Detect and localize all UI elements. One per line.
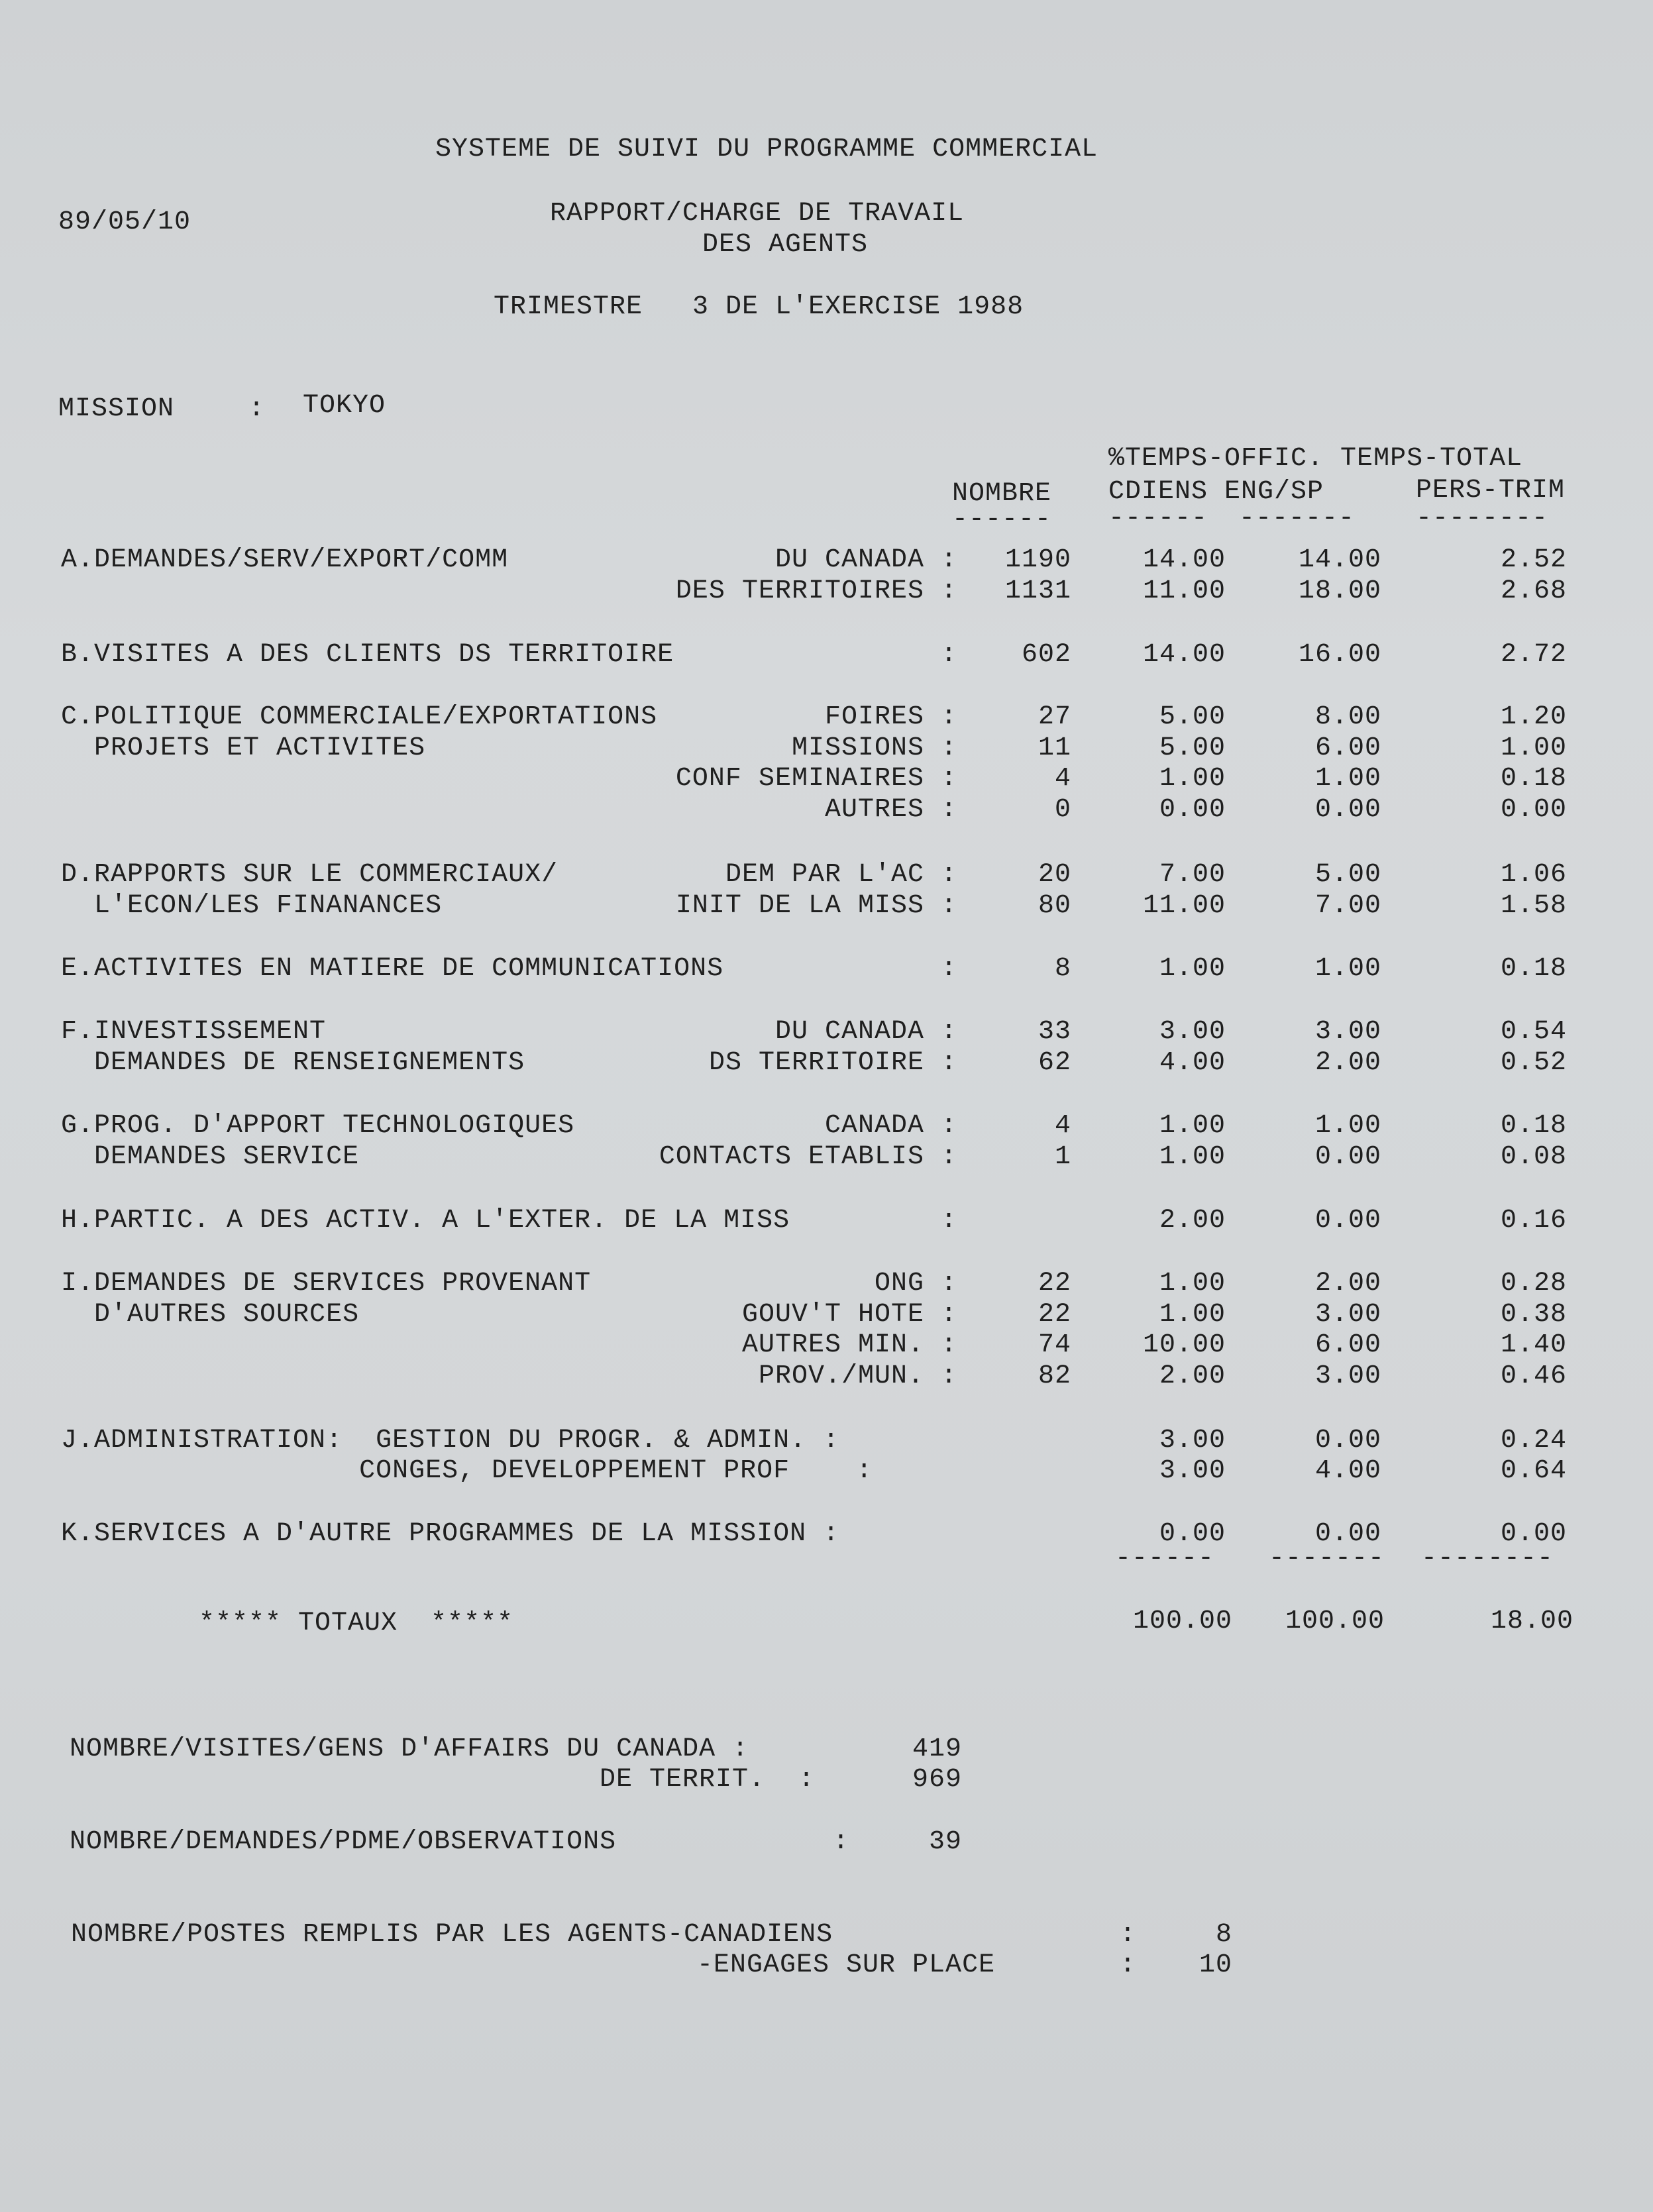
- row-engsp: 18.00: [1298, 576, 1381, 606]
- row-sublabel: AUTRES :: [824, 795, 957, 825]
- row-cdiens: 10.00: [1142, 1330, 1226, 1360]
- row-sublabel: INIT DE LA MISS :: [675, 891, 957, 921]
- visites-label: NOMBRE/VISITES/GENS D'AFFAIRS DU CANADA :: [70, 1734, 749, 1764]
- row-label: G.PROG. D'APPORT TECHNOLOGIQUES: [61, 1111, 575, 1141]
- row-pers-trim: 1.00: [1500, 733, 1567, 763]
- row-engsp: 1.00: [1314, 764, 1381, 794]
- report-title-line-2: DES AGENTS: [702, 230, 869, 260]
- row-cdiens: 3.00: [1159, 1456, 1226, 1486]
- row-nombre: 8: [1054, 954, 1071, 984]
- row-cdiens: 11.00: [1142, 576, 1226, 606]
- row-sublabel: ONG :: [874, 1269, 957, 1298]
- row-cdiens: 5.00: [1159, 702, 1226, 732]
- row-cdiens: 7.00: [1159, 860, 1226, 890]
- row-engsp: 8.00: [1314, 702, 1381, 732]
- row-label: H.PARTIC. A DES ACTIV. A L'EXTER. DE LA MISS: [61, 1206, 790, 1236]
- rule-cdiens: ------: [1108, 503, 1208, 533]
- row-sublabel: GOUV'T HOTE :: [741, 1300, 957, 1330]
- row-label: DEMANDES DE RENSEIGNEMENTS: [61, 1048, 525, 1078]
- row-sublabel: DU CANADA :: [774, 545, 957, 575]
- row-cdiens: 1.00: [1159, 1300, 1226, 1330]
- row-cdiens: 2.00: [1159, 1206, 1226, 1236]
- row-nombre: 0: [1054, 795, 1071, 825]
- row-nombre: 62: [1038, 1048, 1071, 1078]
- row-pers-trim: 0.08: [1500, 1142, 1567, 1172]
- row-pers-trim: 1.06: [1500, 860, 1567, 890]
- totals-rule-engsp: -------: [1269, 1544, 1385, 1573]
- row-cdiens: 1.00: [1159, 1142, 1226, 1172]
- row-sublabel: :: [940, 954, 957, 984]
- row-cdiens: 4.00: [1159, 1048, 1226, 1078]
- row-engsp: 0.00: [1314, 1142, 1381, 1172]
- row-pers-trim: 0.18: [1500, 764, 1567, 794]
- row-pers-trim: 0.18: [1500, 1111, 1567, 1141]
- column-header-nombre: NOMBRE: [952, 479, 1052, 509]
- row-sublabel: CONTACTS ETABLIS :: [659, 1142, 957, 1172]
- row-nombre: 22: [1038, 1269, 1071, 1298]
- row-engsp: 3.00: [1314, 1300, 1381, 1330]
- row-engsp: 3.00: [1314, 1017, 1381, 1047]
- row-nombre: 22: [1038, 1300, 1071, 1330]
- row-cdiens: 1.00: [1159, 1111, 1226, 1141]
- row-pers-trim: 0.28: [1500, 1269, 1567, 1298]
- row-cdiens: 2.00: [1159, 1361, 1226, 1391]
- row-engsp: 0.00: [1314, 1206, 1381, 1236]
- row-engsp: 7.00: [1314, 891, 1381, 921]
- row-engsp: 16.00: [1298, 640, 1381, 670]
- totals-rule-pers: --------: [1421, 1544, 1554, 1573]
- row-nombre: 4: [1054, 764, 1071, 794]
- row-nombre: 1190: [1004, 545, 1071, 575]
- row-cdiens: 1.00: [1159, 1269, 1226, 1298]
- row-pers-trim: 2.68: [1500, 576, 1567, 606]
- row-engsp: 2.00: [1314, 1048, 1381, 1078]
- row-nombre: 27: [1038, 702, 1071, 732]
- column-header-top: %TEMPS-OFFIC. TEMPS-TOTAL: [1108, 444, 1523, 474]
- pdme-value: 39: [928, 1827, 962, 1857]
- row-cdiens: 11.00: [1142, 891, 1226, 921]
- row-sublabel: :: [940, 1206, 957, 1236]
- trimestre-line: TRIMESTRE 3 DE L'EXERCISE 1988: [494, 292, 1024, 322]
- row-cdiens: 3.00: [1159, 1426, 1226, 1455]
- row-pers-trim: 0.46: [1500, 1361, 1567, 1391]
- postes-separator: :: [1120, 1920, 1137, 1950]
- totals-cdiens: 100.00: [1132, 1606, 1232, 1636]
- row-engsp: 3.00: [1314, 1361, 1381, 1391]
- row-cdiens: 3.00: [1159, 1017, 1226, 1047]
- row-engsp: 2.00: [1314, 1269, 1381, 1298]
- postes-label: NOMBRE/POSTES REMPLIS PAR LES AGENTS-CANADIENS: [71, 1920, 833, 1950]
- row-label: C.POLITIQUE COMMERCIALE/EXPORTATIONS: [61, 702, 658, 732]
- system-title: SYSTEME DE SUIVI DU PROGRAMME COMMERCIAL: [435, 134, 1098, 164]
- row-engsp: 6.00: [1314, 1330, 1381, 1360]
- row-engsp: 1.00: [1314, 954, 1381, 984]
- mission-value: TOKYO: [303, 391, 386, 421]
- row-pers-trim: 1.20: [1500, 702, 1567, 732]
- row-pers-trim: 2.52: [1500, 545, 1567, 575]
- row-pers-trim: 0.64: [1500, 1456, 1567, 1486]
- totals-engsp: 100.00: [1285, 1606, 1385, 1636]
- row-label: L'ECON/LES FINANANCES: [61, 891, 443, 921]
- postes-canadiens-value: 8: [1215, 1920, 1232, 1950]
- totals-rule-cdiens: ------: [1115, 1544, 1215, 1573]
- row-engsp: 14.00: [1298, 545, 1381, 575]
- row-pers-trim: 0.24: [1500, 1426, 1567, 1455]
- row-sublabel: CONF SEMINAIRES :: [675, 764, 957, 794]
- row-sublabel: CANADA :: [824, 1111, 957, 1141]
- row-label: B.VISITES A DES CLIENTS DS TERRITOIRE: [61, 640, 674, 670]
- visites-canada-value: 419: [912, 1734, 962, 1764]
- row-sublabel: :: [940, 640, 957, 670]
- row-engsp: 0.00: [1314, 1426, 1381, 1455]
- totals-label: ***** TOTAUX *****: [199, 1608, 514, 1638]
- row-nombre: 20: [1038, 860, 1071, 890]
- row-engsp: 0.00: [1314, 1519, 1381, 1549]
- column-header-pers-trim: PERS-TRIM: [1416, 476, 1566, 505]
- row-pers-trim: 0.38: [1500, 1300, 1567, 1330]
- row-cdiens: 1.00: [1159, 764, 1226, 794]
- pdme-separator: :: [833, 1827, 850, 1857]
- row-engsp: 0.00: [1314, 795, 1381, 825]
- report-date: 89/05/10: [58, 207, 191, 237]
- row-label: DEMANDES SERVICE: [61, 1142, 360, 1172]
- row-pers-trim: 0.16: [1500, 1206, 1567, 1236]
- row-nombre: 11: [1038, 733, 1071, 763]
- row-pers-trim: 1.40: [1500, 1330, 1567, 1360]
- report-title-line-1: RAPPORT/CHARGE DE TRAVAIL: [550, 199, 965, 229]
- row-label: I.DEMANDES DE SERVICES PROVENANT: [61, 1269, 592, 1298]
- row-nombre: 602: [1021, 640, 1071, 670]
- rule-pers: --------: [1416, 503, 1549, 533]
- row-label: A.DEMANDES/SERV/EXPORT/COMM: [61, 545, 509, 575]
- row-sublabel: AUTRES MIN. :: [741, 1330, 957, 1360]
- row-label: CONGES, DEVELOPPEMENT PROF :: [61, 1456, 873, 1486]
- row-cdiens: 1.00: [1159, 954, 1226, 984]
- row-label: F.INVESTISSEMENT: [61, 1017, 327, 1047]
- row-cdiens: 14.00: [1142, 640, 1226, 670]
- row-engsp: 4.00: [1314, 1456, 1381, 1486]
- row-sublabel: DS TERRITOIRE :: [708, 1048, 957, 1078]
- row-label: E.ACTIVITES EN MATIERE DE COMMUNICATIONS: [61, 954, 724, 984]
- engages-label: -ENGAGES SUR PLACE: [697, 1950, 996, 1980]
- visites-territ-value: 969: [912, 1765, 962, 1795]
- row-cdiens: 14.00: [1142, 545, 1226, 575]
- row-pers-trim: 0.00: [1500, 1519, 1567, 1549]
- row-sublabel: MISSIONS :: [791, 733, 957, 763]
- pdme-label: NOMBRE/DEMANDES/PDME/OBSERVATIONS: [70, 1827, 617, 1857]
- row-cdiens: 5.00: [1159, 733, 1226, 763]
- territ-label: DE TERRIT. :: [600, 1765, 816, 1795]
- row-engsp: 6.00: [1314, 733, 1381, 763]
- rule-nombre: ------: [952, 505, 1052, 535]
- totals-pers: 18.00: [1490, 1606, 1573, 1636]
- row-pers-trim: 1.58: [1500, 891, 1567, 921]
- row-sublabel: DEM PAR L'AC :: [725, 860, 957, 890]
- row-cdiens: 0.00: [1159, 1519, 1226, 1549]
- row-nombre: 1: [1054, 1142, 1071, 1172]
- row-label: J.ADMINISTRATION: GESTION DU PROGR. & ADMIN. :: [61, 1426, 840, 1455]
- column-header-cdiens-engsp: CDIENS ENG/SP: [1108, 477, 1324, 507]
- mission-label: MISSION: [58, 394, 175, 424]
- row-pers-trim: 2.72: [1500, 640, 1567, 670]
- row-pers-trim: 0.00: [1500, 795, 1567, 825]
- row-cdiens: 0.00: [1159, 795, 1226, 825]
- row-label: D.RAPPORTS SUR LE COMMERCIAUX/: [61, 860, 559, 890]
- row-engsp: 5.00: [1314, 860, 1381, 890]
- rule-engsp: -------: [1239, 503, 1356, 533]
- row-pers-trim: 0.18: [1500, 954, 1567, 984]
- row-nombre: 80: [1038, 891, 1071, 921]
- row-nombre: 1131: [1004, 576, 1071, 606]
- row-sublabel: PROV./MUN. :: [758, 1361, 957, 1391]
- row-nombre: 4: [1054, 1111, 1071, 1141]
- row-sublabel: DU CANADA :: [774, 1017, 957, 1047]
- row-label: PROJETS ET ACTIVITES: [61, 733, 426, 763]
- mission-separator: :: [248, 394, 266, 424]
- engages-separator: :: [1120, 1950, 1137, 1980]
- row-sublabel: DES TERRITOIRES :: [675, 576, 957, 606]
- row-nombre: 33: [1038, 1017, 1071, 1047]
- postes-place-value: 10: [1199, 1950, 1232, 1980]
- row-pers-trim: 0.52: [1500, 1048, 1567, 1078]
- row-label: K.SERVICES A D'AUTRE PROGRAMMES DE LA MISSION :: [61, 1519, 840, 1549]
- row-nombre: 82: [1038, 1361, 1071, 1391]
- row-sublabel: FOIRES :: [824, 702, 957, 732]
- row-pers-trim: 0.54: [1500, 1017, 1567, 1047]
- row-engsp: 1.00: [1314, 1111, 1381, 1141]
- row-nombre: 74: [1038, 1330, 1071, 1360]
- row-label: D'AUTRES SOURCES: [61, 1300, 360, 1330]
